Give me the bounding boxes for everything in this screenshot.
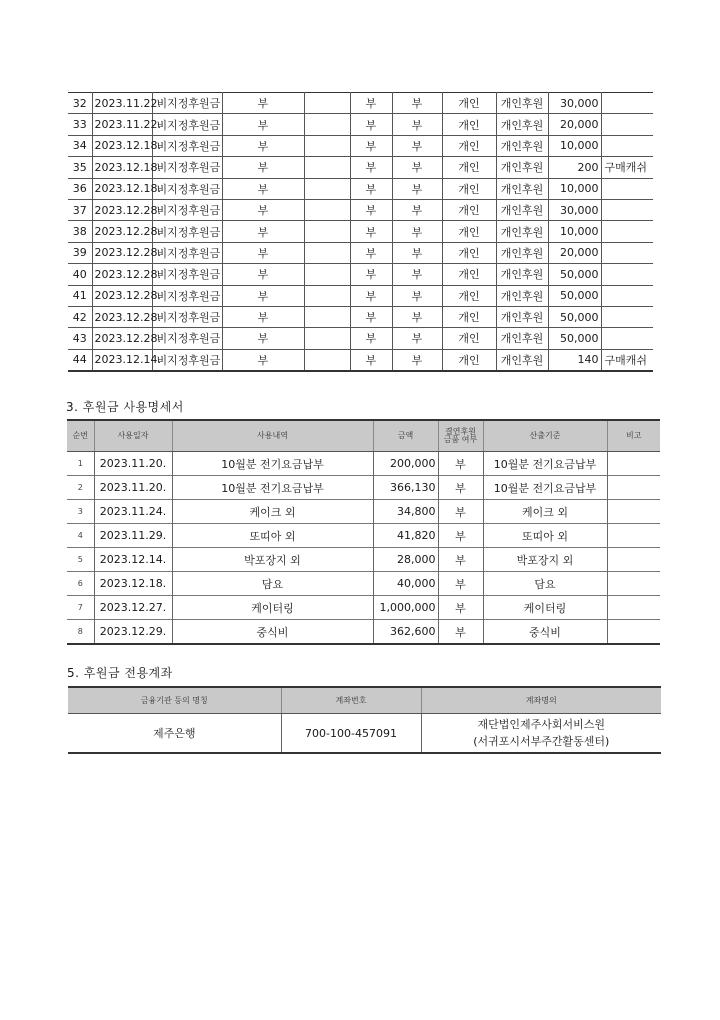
donation-amount: 140 bbox=[548, 349, 601, 371]
usage-table-header bbox=[67, 420, 660, 452]
usage-detail: 중식비 bbox=[172, 620, 373, 645]
donation-note bbox=[601, 328, 653, 349]
donor-type: 개인 bbox=[442, 135, 496, 156]
header-flag-line1: 결연후원 bbox=[445, 427, 476, 436]
donation-row bbox=[68, 349, 653, 371]
header-basis: 산출기준 bbox=[483, 420, 607, 452]
donation-flag-2 bbox=[304, 114, 350, 135]
usage-note bbox=[607, 548, 660, 572]
usage-row bbox=[67, 500, 660, 524]
usage-seq: 4 bbox=[67, 524, 94, 548]
donation-flag-1: 부 bbox=[222, 242, 304, 263]
donation-flag-1: 부 bbox=[222, 264, 304, 285]
donation-flag-2 bbox=[304, 306, 350, 327]
header-amount: 금액 bbox=[373, 420, 438, 452]
donation-flag-4: 부 bbox=[392, 157, 442, 178]
donation-note bbox=[601, 285, 653, 306]
donation-category: 개인후원 bbox=[496, 114, 548, 135]
usage-detail: 케이크 외 bbox=[172, 500, 373, 524]
donation-flag-4: 부 bbox=[392, 306, 442, 327]
usage-amount: 362,600 bbox=[373, 620, 438, 645]
donation-flag-4: 부 bbox=[392, 178, 442, 199]
usage-seq: 3 bbox=[67, 500, 94, 524]
account-row bbox=[68, 714, 661, 754]
usage-basis: 중식비 bbox=[483, 620, 607, 645]
header-account-no: 계좌번호 bbox=[281, 687, 421, 714]
donation-category: 개인후원 bbox=[496, 199, 548, 220]
donation-flag-1: 부 bbox=[222, 306, 304, 327]
usage-row bbox=[67, 572, 660, 596]
donation-flag-3: 부 bbox=[350, 199, 392, 220]
usage-seq: 7 bbox=[67, 596, 94, 620]
header-seq: 순번 bbox=[67, 420, 94, 452]
donation-flag-3: 부 bbox=[350, 349, 392, 371]
donation-row bbox=[68, 306, 653, 327]
usage-seq: 1 bbox=[67, 452, 94, 476]
usage-note bbox=[607, 476, 660, 500]
usage-amount: 34,800 bbox=[373, 500, 438, 524]
usage-amount: 41,820 bbox=[373, 524, 438, 548]
usage-row bbox=[67, 476, 660, 500]
usage-row bbox=[67, 524, 660, 548]
donation-flag-3: 부 bbox=[350, 264, 392, 285]
usage-amount: 28,000 bbox=[373, 548, 438, 572]
donation-note bbox=[601, 114, 653, 135]
usage-sponsorship-flag: 부 bbox=[438, 452, 483, 476]
donation-flag-1: 부 bbox=[222, 114, 304, 135]
usage-sponsorship-flag: 부 bbox=[438, 476, 483, 500]
donation-amount: 20,000 bbox=[548, 114, 601, 135]
donation-type: 비지정후원금 bbox=[152, 242, 222, 263]
donation-flag-2 bbox=[304, 328, 350, 349]
usage-detail: 담요 bbox=[172, 572, 373, 596]
donation-row bbox=[68, 221, 653, 242]
donation-date: 2023.12.18. bbox=[92, 157, 152, 178]
usage-date: 2023.12.18. bbox=[94, 572, 172, 596]
donation-row bbox=[68, 114, 653, 135]
donation-row bbox=[68, 178, 653, 199]
usage-amount: 366,130 bbox=[373, 476, 438, 500]
donation-type: 비지정후원금 bbox=[152, 221, 222, 242]
donation-date: 2023.12.28. bbox=[92, 242, 152, 263]
donation-amount: 30,000 bbox=[548, 199, 601, 220]
usage-detail: 10월분 전기요금납부 bbox=[172, 452, 373, 476]
donor-type: 개인 bbox=[442, 221, 496, 242]
donation-category: 개인후원 bbox=[496, 285, 548, 306]
usage-detail: 또띠아 외 bbox=[172, 524, 373, 548]
donation-date: 2023.12.28. bbox=[92, 264, 152, 285]
usage-date: 2023.12.29. bbox=[94, 620, 172, 645]
donation-category: 개인후원 bbox=[496, 306, 548, 327]
donation-date: 2023.11.22. bbox=[92, 114, 152, 135]
donation-note: 구매캐쉬 bbox=[601, 349, 653, 371]
usage-date: 2023.11.20. bbox=[94, 452, 172, 476]
usage-row bbox=[67, 452, 660, 476]
usage-seq: 5 bbox=[67, 548, 94, 572]
donation-flag-1: 부 bbox=[222, 285, 304, 306]
donation-amount: 50,000 bbox=[548, 328, 601, 349]
donation-flag-2 bbox=[304, 93, 350, 114]
donation-category: 개인후원 bbox=[496, 93, 548, 114]
usage-sponsorship-flag: 부 bbox=[438, 572, 483, 596]
donation-type: 비지정후원금 bbox=[152, 285, 222, 306]
donation-note bbox=[601, 93, 653, 114]
usage-row bbox=[67, 548, 660, 572]
usage-date: 2023.12.14. bbox=[94, 548, 172, 572]
donation-no: 34 bbox=[68, 135, 92, 156]
usage-amount: 1,000,000 bbox=[373, 596, 438, 620]
donation-flag-4: 부 bbox=[392, 264, 442, 285]
donation-no: 37 bbox=[68, 199, 92, 220]
donation-type: 비지정후원금 bbox=[152, 135, 222, 156]
donation-flag-4: 부 bbox=[392, 135, 442, 156]
donation-type: 비지정후원금 bbox=[152, 199, 222, 220]
donation-date: 2023.12.18. bbox=[92, 178, 152, 199]
donation-flag-2 bbox=[304, 349, 350, 371]
donation-type: 비지정후원금 bbox=[152, 349, 222, 371]
donation-flag-1: 부 bbox=[222, 157, 304, 178]
usage-seq: 6 bbox=[67, 572, 94, 596]
usage-basis: 담요 bbox=[483, 572, 607, 596]
usage-basis: 10월분 전기요금납부 bbox=[483, 452, 607, 476]
donation-flag-2 bbox=[304, 242, 350, 263]
account-table-header bbox=[68, 687, 661, 714]
donation-note bbox=[601, 221, 653, 242]
donation-type: 비지정후원금 bbox=[152, 306, 222, 327]
donation-category: 개인후원 bbox=[496, 328, 548, 349]
donation-amount: 20,000 bbox=[548, 242, 601, 263]
donation-no: 40 bbox=[68, 264, 92, 285]
donation-date: 2023.12.28. bbox=[92, 328, 152, 349]
donation-category: 개인후원 bbox=[496, 135, 548, 156]
donation-note bbox=[601, 242, 653, 263]
donation-flag-4: 부 bbox=[392, 349, 442, 371]
usage-detail: 케이터링 bbox=[172, 596, 373, 620]
usage-amount: 200,000 bbox=[373, 452, 438, 476]
donation-no: 41 bbox=[68, 285, 92, 306]
donation-category: 개인후원 bbox=[496, 264, 548, 285]
donor-type: 개인 bbox=[442, 93, 496, 114]
donation-flag-1: 부 bbox=[222, 328, 304, 349]
donation-flag-4: 부 bbox=[392, 328, 442, 349]
donation-flag-3: 부 bbox=[350, 221, 392, 242]
usage-date: 2023.11.29. bbox=[94, 524, 172, 548]
donor-type: 개인 bbox=[442, 199, 496, 220]
donation-type: 비지정후원금 bbox=[152, 157, 222, 178]
donor-type: 개인 bbox=[442, 178, 496, 199]
donation-flag-4: 부 bbox=[392, 221, 442, 242]
header-flag-line2: 금품 여부 bbox=[443, 435, 478, 444]
donation-row bbox=[68, 285, 653, 306]
donation-flag-1: 부 bbox=[222, 199, 304, 220]
donation-row bbox=[68, 328, 653, 349]
donation-flag-3: 부 bbox=[350, 285, 392, 306]
account-holder-line2: (서귀포시서부주간활동센터) bbox=[473, 735, 610, 748]
usage-sponsorship-flag: 부 bbox=[438, 596, 483, 620]
donation-amount: 50,000 bbox=[548, 285, 601, 306]
usage-date: 2023.12.27. bbox=[94, 596, 172, 620]
usage-basis: 케이터링 bbox=[483, 596, 607, 620]
donation-date: 2023.12.28. bbox=[92, 306, 152, 327]
donation-flag-4: 부 bbox=[392, 199, 442, 220]
donation-flag-3: 부 bbox=[350, 135, 392, 156]
donation-amount: 10,000 bbox=[548, 178, 601, 199]
donation-date: 2023.12.28. bbox=[92, 199, 152, 220]
donation-flag-4: 부 bbox=[392, 285, 442, 306]
usage-sponsorship-flag: 부 bbox=[438, 548, 483, 572]
donation-flag-3: 부 bbox=[350, 328, 392, 349]
donation-flag-1: 부 bbox=[222, 93, 304, 114]
donation-flag-4: 부 bbox=[392, 242, 442, 263]
donation-date: 2023.12.28. bbox=[92, 221, 152, 242]
donation-note bbox=[601, 199, 653, 220]
donation-flag-2 bbox=[304, 178, 350, 199]
donor-type: 개인 bbox=[442, 306, 496, 327]
account-section-title: 5. 후원금 전용계좌 bbox=[67, 666, 173, 680]
donation-amount: 50,000 bbox=[548, 306, 601, 327]
donation-amount: 10,000 bbox=[548, 135, 601, 156]
header-holder: 계좌명의 bbox=[421, 687, 661, 714]
account-table bbox=[68, 686, 661, 754]
donor-type: 개인 bbox=[442, 349, 496, 371]
donation-flag-2 bbox=[304, 135, 350, 156]
usage-basis: 또띠아 외 bbox=[483, 524, 607, 548]
usage-note bbox=[607, 452, 660, 476]
usage-row bbox=[67, 596, 660, 620]
usage-section-title: 3. 후원금 사용명세서 bbox=[66, 400, 184, 414]
donation-note bbox=[601, 306, 653, 327]
donation-no: 32 bbox=[68, 93, 92, 114]
donor-type: 개인 bbox=[442, 328, 496, 349]
donation-flag-1: 부 bbox=[222, 178, 304, 199]
account-holder-line1: 재단법인제주사회서비스원 bbox=[477, 718, 605, 731]
usage-basis: 10월분 전기요금납부 bbox=[483, 476, 607, 500]
donor-type: 개인 bbox=[442, 285, 496, 306]
donation-type: 비지정후원금 bbox=[152, 264, 222, 285]
donation-flag-1: 부 bbox=[222, 221, 304, 242]
donation-row bbox=[68, 135, 653, 156]
donation-flag-4: 부 bbox=[392, 114, 442, 135]
donation-flag-4: 부 bbox=[392, 93, 442, 114]
usage-date: 2023.11.24. bbox=[94, 500, 172, 524]
donation-note bbox=[601, 135, 653, 156]
donation-flag-2 bbox=[304, 285, 350, 306]
usage-date: 2023.11.20. bbox=[94, 476, 172, 500]
donation-row bbox=[68, 199, 653, 220]
donation-flag-3: 부 bbox=[350, 178, 392, 199]
donation-row bbox=[68, 157, 653, 178]
donation-flag-2 bbox=[304, 157, 350, 178]
usage-note bbox=[607, 620, 660, 645]
donation-row bbox=[68, 242, 653, 263]
donation-category: 개인후원 bbox=[496, 157, 548, 178]
usage-amount: 40,000 bbox=[373, 572, 438, 596]
usage-note bbox=[607, 500, 660, 524]
donation-row bbox=[68, 93, 653, 114]
donation-flag-1: 부 bbox=[222, 135, 304, 156]
header-note: 비고 bbox=[607, 420, 660, 452]
donation-flag-3: 부 bbox=[350, 157, 392, 178]
donation-no: 33 bbox=[68, 114, 92, 135]
usage-note bbox=[607, 596, 660, 620]
usage-seq: 8 bbox=[67, 620, 94, 645]
usage-basis: 케이크 외 bbox=[483, 500, 607, 524]
account-number: 700-100-457091 bbox=[281, 714, 421, 754]
header-detail: 사용내역 bbox=[172, 420, 373, 452]
usage-note bbox=[607, 572, 660, 596]
usage-detail: 박포장지 외 bbox=[172, 548, 373, 572]
donation-no: 36 bbox=[68, 178, 92, 199]
donation-row bbox=[68, 264, 653, 285]
donation-date: 2023.12.28. bbox=[92, 285, 152, 306]
donation-amount: 30,000 bbox=[548, 93, 601, 114]
donation-category: 개인후원 bbox=[496, 178, 548, 199]
donation-type: 비지정후원금 bbox=[152, 328, 222, 349]
donation-type: 비지정후원금 bbox=[152, 178, 222, 199]
donation-flag-2 bbox=[304, 199, 350, 220]
donation-flag-2 bbox=[304, 264, 350, 285]
usage-sponsorship-flag: 부 bbox=[438, 620, 483, 645]
donation-type: 비지정후원금 bbox=[152, 114, 222, 135]
donation-date: 2023.12.14. bbox=[92, 349, 152, 371]
donation-category: 개인후원 bbox=[496, 349, 548, 371]
header-date: 사용일자 bbox=[94, 420, 172, 452]
bank-name: 제주은행 bbox=[68, 714, 281, 754]
donation-note bbox=[601, 264, 653, 285]
donation-no: 39 bbox=[68, 242, 92, 263]
donation-table bbox=[68, 92, 653, 372]
donation-flag-2 bbox=[304, 221, 350, 242]
donor-type: 개인 bbox=[442, 264, 496, 285]
donation-flag-3: 부 bbox=[350, 306, 392, 327]
donation-type: 비지정후원금 bbox=[152, 93, 222, 114]
donation-category: 개인후원 bbox=[496, 221, 548, 242]
donor-type: 개인 bbox=[442, 157, 496, 178]
donation-note: 구매캐쉬 bbox=[601, 157, 653, 178]
header-bank: 금융기관 등의 명칭 bbox=[68, 687, 281, 714]
usage-row bbox=[67, 620, 660, 645]
donation-no: 38 bbox=[68, 221, 92, 242]
donor-type: 개인 bbox=[442, 242, 496, 263]
donation-date: 2023.12.18. bbox=[92, 135, 152, 156]
usage-table bbox=[67, 419, 660, 645]
donation-flag-3: 부 bbox=[350, 242, 392, 263]
usage-detail: 10월분 전기요금납부 bbox=[172, 476, 373, 500]
donation-flag-3: 부 bbox=[350, 114, 392, 135]
donation-flag-3: 부 bbox=[350, 93, 392, 114]
donor-type: 개인 bbox=[442, 114, 496, 135]
donation-amount: 50,000 bbox=[548, 264, 601, 285]
usage-sponsorship-flag: 부 bbox=[438, 524, 483, 548]
donation-no: 43 bbox=[68, 328, 92, 349]
usage-note bbox=[607, 524, 660, 548]
donation-flag-1: 부 bbox=[222, 349, 304, 371]
donation-category: 개인후원 bbox=[496, 242, 548, 263]
donation-amount: 10,000 bbox=[548, 221, 601, 242]
donation-note bbox=[601, 178, 653, 199]
donation-date: 2023.11.22. bbox=[92, 93, 152, 114]
usage-basis: 박포장지 외 bbox=[483, 548, 607, 572]
header-sponsorship-flag bbox=[438, 420, 483, 452]
donation-no: 42 bbox=[68, 306, 92, 327]
usage-seq: 2 bbox=[67, 476, 94, 500]
account-holder bbox=[421, 714, 661, 754]
donation-no: 35 bbox=[68, 157, 92, 178]
donation-amount: 200 bbox=[548, 157, 601, 178]
donation-no: 44 bbox=[68, 349, 92, 371]
usage-sponsorship-flag: 부 bbox=[438, 500, 483, 524]
